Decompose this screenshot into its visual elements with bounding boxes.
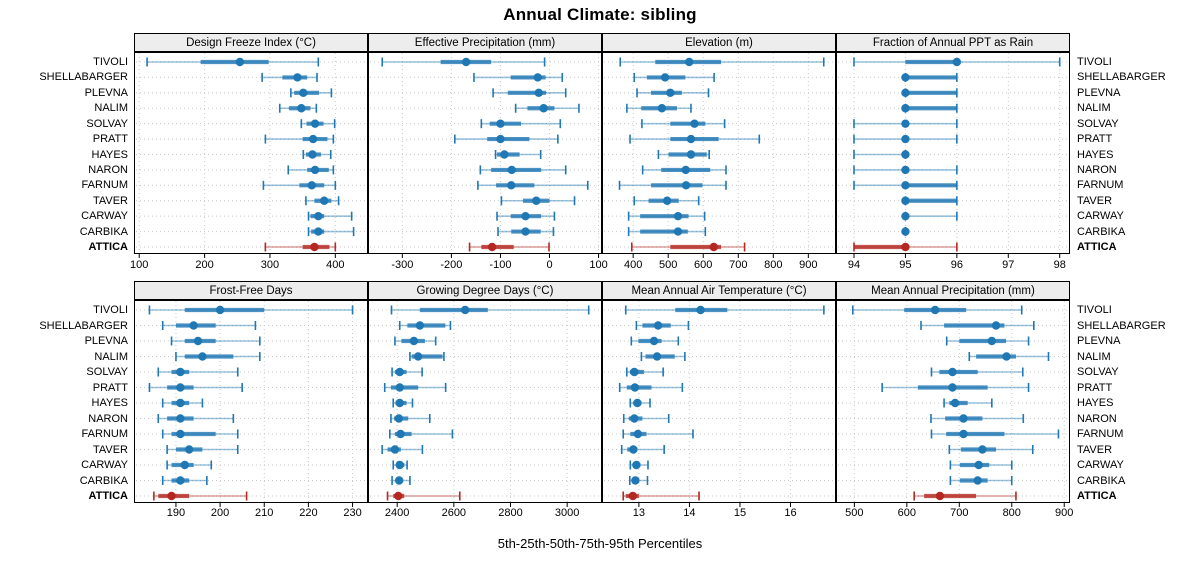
site-label-left: NARON [88,163,128,176]
median-dot [185,445,193,453]
median-dot [314,212,322,220]
median-dot [953,58,961,66]
median-dot [167,492,175,500]
median-dot [948,383,956,391]
median-dot [308,150,316,158]
median-dot [311,119,319,127]
axis-tick-label: 210 [255,507,274,519]
median-dot [396,383,404,391]
site-label-left: SOLVAY [86,366,128,378]
median-dot [630,414,638,422]
axis-tick-label: 400 [623,259,643,271]
site-label-right: FARNUM [1077,428,1124,440]
panel-canvas [836,52,1070,260]
site-label-right: NALIM [1077,350,1111,363]
axis-tick-label: 96 [950,259,963,271]
axis-tick-label: 16 [784,507,797,519]
median-dot [310,243,318,251]
median-dot [396,430,404,438]
site-label-left: PRATT [92,381,128,394]
site-label-right: TIVOLI [1077,56,1112,68]
median-dot [633,399,641,407]
site-label-right: SHELLABARGER [1077,319,1166,332]
axis-tick-label: 98 [1053,259,1066,271]
median-dot [901,150,909,158]
median-dot [634,430,642,438]
site-label-right: CARWAY [1077,459,1124,471]
median-dot [988,337,996,345]
axis-tick-label: 2800 [498,507,523,519]
axis-tick-label: -100 [489,259,512,271]
median-dot [654,321,662,329]
site-label-right: NARON [1077,163,1117,176]
median-dot [630,368,638,376]
site-label-right: CARBIKA [1077,225,1126,238]
median-dot [901,119,909,127]
site-label-left: NALIM [94,102,128,115]
site-label-left: SHELLABARGER [39,319,128,332]
site-label-left: NARON [88,412,128,425]
panel-strip-title: Elevation (m) [602,33,836,52]
median-dot [320,197,328,205]
median-dot [632,461,640,469]
median-dot [992,321,1000,329]
site-label-right: SOLVAY [1077,117,1119,130]
site-label-right: NALIM [1077,102,1111,115]
median-dot [658,104,666,112]
median-dot [521,227,529,235]
axis-tick-label: 300 [260,259,280,271]
median-dot [309,135,317,143]
panel-strip-title: Design Freeze Index (°C) [134,33,368,52]
median-dot [696,306,704,314]
site-label-left: NALIM [94,350,128,363]
median-dot [901,73,909,81]
axis-tick-label: 200 [210,507,230,519]
median-dot [535,89,543,97]
median-dot [901,135,909,143]
median-dot [461,306,469,314]
axis-tick-label: 600 [897,507,916,519]
median-dot [674,227,682,235]
median-dot [901,243,909,251]
median-dot [198,352,206,360]
site-label-right: CARBIKA [1077,474,1126,487]
median-dot [685,58,693,66]
axis-tick-label: 14 [683,507,696,519]
site-label-right: PRATT [1077,133,1113,146]
median-dot [500,150,508,158]
axis-tick-label: 500 [845,507,864,519]
median-dot [176,476,184,484]
median-dot [959,414,967,422]
site-label-right: NARON [1077,412,1117,425]
median-dot [710,243,718,251]
median-dot [936,492,944,500]
site-label-left: SOLVAY [86,117,128,130]
site-label-left: PLEVNA [84,335,128,347]
site-label-right: TAVER [1077,194,1113,207]
median-dot [311,166,319,174]
median-dot [496,119,504,127]
axis-tick-label: 3000 [554,507,580,519]
axis-tick-label: 900 [799,259,818,271]
axis-tick-label: 95 [899,259,912,271]
median-dot [931,306,939,314]
median-dot [629,445,637,453]
panel-canvas [368,300,602,509]
panel-canvas [602,300,836,509]
median-dot [416,321,424,329]
median-dot [1002,352,1010,360]
axis-tick-label: 94 [847,259,861,271]
axis-tick-label: -200 [440,259,463,271]
median-dot [674,212,682,220]
median-dot [690,119,698,127]
site-label-left: CARBIKA [79,474,128,487]
median-dot [395,414,403,422]
median-dot [978,445,986,453]
median-dot [539,104,547,112]
median-dot [663,197,671,205]
axis-tick-label: 800 [1002,507,1021,519]
axis-tick-label: 100 [589,259,608,271]
median-dot [308,181,316,189]
median-dot [194,337,202,345]
median-dot [314,227,322,235]
panel-strip-title: Effective Precipitation (mm) [368,33,602,52]
median-dot [948,368,956,376]
median-dot [975,461,983,469]
median-dot [653,352,661,360]
median-dot [507,181,515,189]
site-label-right: ATTICA [1077,490,1117,502]
median-dot [951,399,959,407]
median-dot [396,368,404,376]
axis-tick-label: 220 [299,507,318,519]
median-dot [973,476,981,484]
median-dot [293,73,301,81]
panel-strip-title: Frost-Free Days [134,281,368,300]
median-dot [650,337,658,345]
axis-tick-label: 700 [729,259,748,271]
site-label-left: TIVOLI [93,56,128,68]
site-label-left: CARWAY [81,210,128,223]
axis-tick-label: -300 [391,259,414,271]
median-dot [496,135,504,143]
median-dot [391,445,399,453]
site-label-left: HAYES [91,397,128,409]
axis-tick-label: 600 [694,259,713,271]
site-label-right: TIVOLI [1077,304,1112,316]
median-dot [687,135,695,143]
site-label-right: HAYES [1077,148,1114,161]
site-label-right: PRATT [1077,381,1113,394]
median-dot [901,197,909,205]
panel-strip-title: Growing Degree Days (°C) [368,281,602,300]
median-dot [629,492,637,500]
panel-strip-title: Mean Annual Air Temperature (°C) [602,281,836,300]
site-label-right: SHELLABARGER [1077,71,1166,84]
median-dot [901,89,909,97]
axis-tick-label: 700 [950,507,969,519]
median-dot [176,414,184,422]
median-dot [396,399,404,407]
site-label-right: SOLVAY [1077,366,1119,378]
median-dot [661,73,669,81]
median-dot [534,73,542,81]
site-label-left: TIVOLI [93,304,128,316]
median-dot [901,166,909,174]
site-label-right: PLEVNA [1077,335,1121,347]
median-dot [414,352,422,360]
median-dot [631,383,639,391]
site-label-left: ATTICA [88,241,128,253]
panel-canvas [134,300,368,509]
panel-canvas [602,52,836,260]
median-dot [901,212,909,220]
axis-tick-label: 200 [195,259,214,271]
median-dot [176,368,184,376]
site-label-right: FARNUM [1077,179,1124,192]
site-label-left: PRATT [92,133,128,146]
axis-tick-label: 800 [764,259,783,271]
panel-canvas [368,52,602,260]
panel-canvas [836,300,1070,509]
median-dot [297,104,305,112]
site-label-left: CARWAY [81,459,128,471]
site-label-left: FARNUM [81,179,128,192]
median-dot [687,150,695,158]
median-dot [508,166,516,174]
panel-strip-title: Mean Annual Precipitation (mm) [836,281,1070,300]
median-dot [631,476,639,484]
median-dot [181,461,189,469]
axis-tick-label: 0 [546,259,553,271]
median-dot [901,181,909,189]
median-dot [176,430,184,438]
median-dot [959,430,967,438]
site-label-left: PLEVNA [84,86,128,99]
site-label-left: CARBIKA [79,225,128,238]
axis-tick-label: 100 [130,259,149,271]
site-label-left: HAYES [91,148,128,161]
axis-tick-label: 900 [1055,507,1074,519]
median-dot [395,476,403,484]
median-dot [901,227,909,235]
axis-tick-label: 2600 [441,507,467,519]
site-label-left: TAVER [92,443,128,456]
axis-tick-label: 230 [343,507,362,519]
axis-tick-label: 2400 [384,507,410,519]
median-dot [396,461,404,469]
site-label-right: TAVER [1077,443,1113,456]
median-dot [236,58,244,66]
median-dot [521,212,529,220]
median-dot [666,89,674,97]
axis-tick-label: 97 [1002,259,1015,271]
median-dot [901,104,909,112]
axis-tick-label: 15 [733,507,747,519]
site-label-right: HAYES [1077,397,1114,409]
axis-tick-label: 13 [632,507,646,519]
median-dot [462,58,470,66]
median-dot [176,399,184,407]
median-dot [488,243,496,251]
median-dot [532,197,540,205]
median-dot [394,492,402,500]
site-label-left: TAVER [92,194,128,207]
median-dot [410,337,418,345]
site-label-right: CARWAY [1077,210,1124,223]
panel-canvas [134,52,368,260]
chart-title: Annual Climate: sibling [503,5,697,24]
axis-caption: 5th-25th-50th-75th-95th Percentiles [497,536,703,551]
median-dot [682,166,690,174]
median-dot [216,306,224,314]
site-label-right: PLEVNA [1077,86,1121,99]
site-label-right: ATTICA [1077,241,1117,253]
site-label-left: SHELLABARGER [39,71,128,84]
axis-tick-label: 190 [166,507,186,519]
panel-strip-title: Fraction of Annual PPT as Rain [836,33,1070,52]
median-dot [682,181,690,189]
axis-tick-label: 500 [659,259,678,271]
site-label-left: ATTICA [88,490,128,502]
median-dot [299,89,307,97]
site-label-left: FARNUM [81,428,128,440]
median-dot [176,383,184,391]
axis-tick-label: 400 [326,259,345,271]
median-dot [189,321,197,329]
